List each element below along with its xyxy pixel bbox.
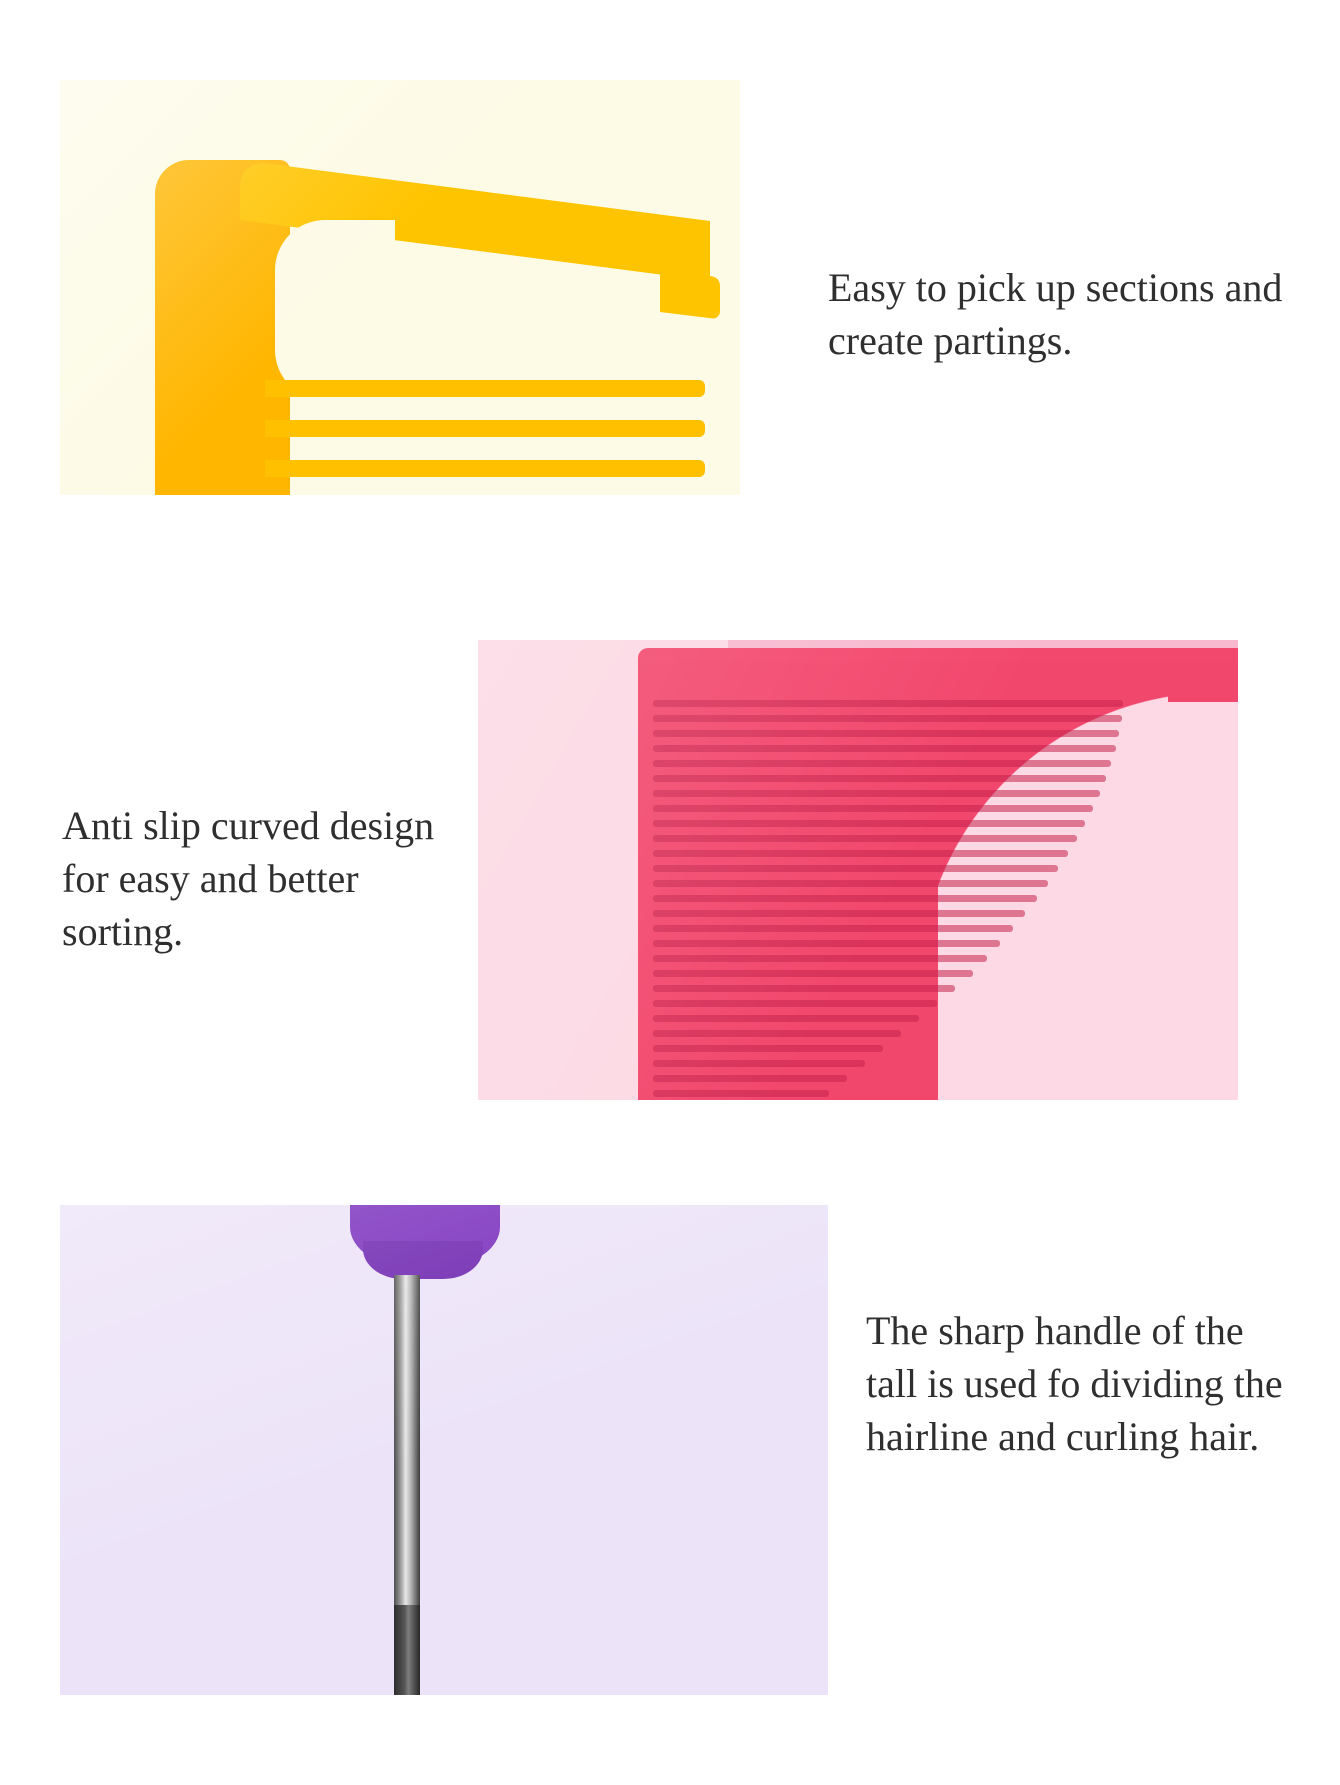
pink-comb-rib-line <box>653 715 1122 722</box>
feature-image-yellow-comb <box>60 80 740 495</box>
yellow-comb-tooth <box>265 380 705 397</box>
pink-comb-rib-line <box>653 745 1116 752</box>
pink-comb-rib-line <box>653 1045 883 1052</box>
pink-comb-rib-line <box>653 1015 919 1022</box>
pink-comb-rib-line <box>653 925 1013 932</box>
pink-comb-rib-line <box>653 1030 901 1037</box>
feature-caption-pick-up-sections: Easy to pick up sections and create partings. <box>828 265 1283 363</box>
pink-comb-rib-line <box>653 835 1077 842</box>
pink-comb-rib-line <box>653 805 1093 812</box>
yellow-comb-arm-tip <box>660 270 720 319</box>
pink-comb-rib-line <box>653 970 973 977</box>
pink-comb-rib-line <box>653 1090 829 1097</box>
pink-comb-rib-line <box>653 1060 865 1067</box>
purple-comb-head-shadow <box>363 1241 483 1279</box>
pink-comb-rib-line <box>653 730 1119 737</box>
feature-caption-anti-slip-curve: Anti slip curved design for easy and better sorting. <box>62 803 435 954</box>
pink-comb-rib-line <box>653 895 1037 902</box>
yellow-comb-notch <box>275 220 395 400</box>
feature-caption-sharp-handle: The sharp handle of the tall is used fo dividing the hairline and curling hair. <box>866 1308 1283 1459</box>
pink-comb-rib-line <box>653 910 1025 917</box>
pink-comb-rib-line <box>653 1075 847 1082</box>
yellow-comb-tooth <box>265 460 705 477</box>
pink-comb-rib-line <box>653 865 1058 872</box>
feature-image-purple-pintail-comb <box>60 1205 828 1695</box>
pink-comb-curve-tip <box>1168 662 1238 702</box>
pink-comb-rib-line <box>653 955 987 962</box>
pink-comb-rib-line <box>653 760 1111 767</box>
purple-comb-pin-tip <box>394 1605 420 1695</box>
pink-comb-rib-line <box>653 790 1100 797</box>
pink-comb-rib-line <box>653 820 1085 827</box>
pink-comb-rib-line <box>653 940 1000 947</box>
pink-comb-rib-line <box>653 775 1106 782</box>
pink-comb-rib-line <box>653 985 955 992</box>
feature-image-pink-comb <box>478 640 1238 1100</box>
pink-comb-rib-line <box>653 850 1068 857</box>
pink-comb-rib-line <box>653 880 1048 887</box>
pink-comb-rib-line <box>653 1000 937 1007</box>
pink-comb-rib-line <box>653 700 1123 707</box>
yellow-comb-tooth <box>265 420 705 437</box>
